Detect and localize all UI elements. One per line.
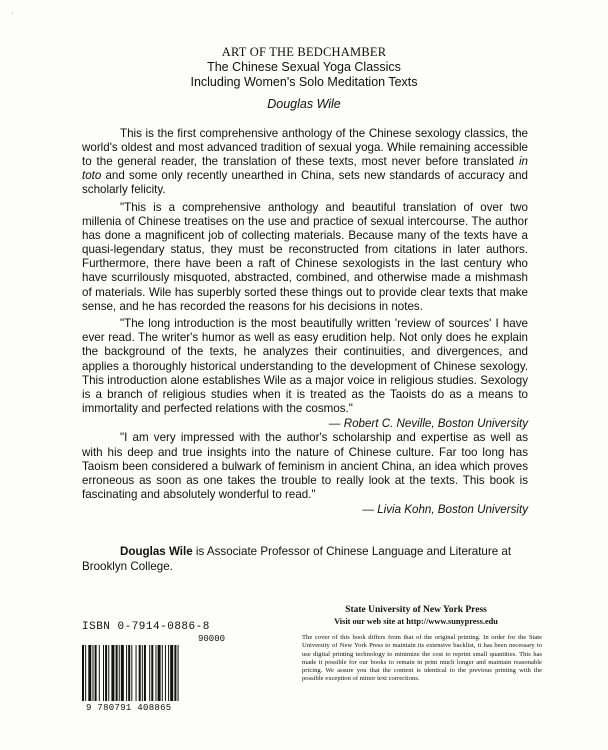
barcode-bar [128,645,130,701]
barcode-bar [108,645,109,701]
barcode-bar [131,645,132,701]
barcode-bar [99,645,100,701]
isbn-label: ISBN 0-7914-0886-8 [82,621,210,633]
book-subtitle-line-2: Including Women's Solo Meditation Texts [190,75,418,89]
barcode-bar [95,645,97,701]
intro-italic-phrase: in toto [82,155,528,183]
barcode-bar [85,645,86,701]
barcode-bar [168,645,169,701]
intro-paragraph: This is the first comprehensive anthology of the Chinese sexology classics, the world's oldest and most advanced tradition of sexual yoga. While remaining accessible to the general reader, the translation of these texts, most never before translated in toto and some only recently unearthed in China, sets new standards of accuracy and scholarly felicity. [82,127,528,197]
book-author: Douglas Wile [267,97,341,111]
quote-attribution-neville: — Robert C. Neville, Boston University [328,417,528,431]
barcode-bar [170,645,173,701]
barcode-bar [156,645,157,701]
description-body [82,127,528,518]
barcode-bar [162,645,163,701]
barcode-bar [151,645,153,701]
quote-paragraph-2: "The long introduction is the most beautifully written 'review of sources' I have ever read. The writer's humor as well as easy erudition help. Not only does he explain the background of the texts, he analyzes their continuities, and divergences, and applies a thoroughly historical understanding to the development of Chinese sexology. This introduction alone establishes Wile as a major voice in religious studies. Sexology is a branch of religious studies when it is treated as the Taoists do as a means to immortality and perfected relations with the cosmos." [82,317,528,415]
publisher-name: State University of New York Press [345,605,487,615]
publisher-block [300,604,532,628]
quote-attribution-kohn: — Livia Kohn, Boston University [362,503,528,517]
barcode-bar [178,645,179,701]
printing-notice: The cover of this book differs from that of the original printing. In order for the State University of New York Press to maintain its extensive backlist, it has been necessary to use digital printing technology to minimize the cost to reprint small quantities. This has made it possible for our books to remain in print much longer and maintain reasonable pricing. We assure you that the content is identical to the previous printing with the possible exception of minor text corrections. [302,634,542,683]
barcode-number: 9 780791 408865 [86,703,172,713]
barcode-bars [82,645,242,705]
barcode-bar [121,645,124,701]
isbn-barcode [78,621,244,713]
barcode-bar [119,645,120,701]
about-author-name: Douglas Wile [120,545,193,558]
quote-paragraph-3: "I am very impressed with the author's scholarship and expertise as well as with his deep and true insights into the nature of Chinese culture. Far too long has Taoism been considered a bulwark of feminism in ancient China, an idea which proves erroneous as soon as one takes the trouble to really look at the texts. This book is fascinating and absolutely wonderful to read." [82,431,528,501]
price-code: 90000 [198,634,226,644]
about-author [82,544,532,574]
barcode-bar [165,645,166,701]
barcode-bar [139,645,141,701]
corner-mark: ᵢ [12,10,13,16]
quote-paragraph-1: "This is a comprehensive anthology and beautiful translation of over two millenia of Chinese treatises on the use and practice of sexual intercourse. The author has done a magnificent job of collecting materials. Because many of the texts have a quasi-legendary status, they must be reconstructed from citations in later authors. Furthermore, there have been a raft of Chinese sexologists in the last century who have scurrilously misquoted, abstracted, combined, and otherwise made a mishmash of materials. Wile has superbly sorted these things out to provide clear texts that make sense, and he has recorded the reasons for his decisions in notes. [82,200,528,313]
publisher-website: Visit our web site at http://www.sunypress.edu [334,617,498,626]
barcode-bar [158,645,161,701]
barcode-bar [88,645,91,701]
book-title: ART OF THE BEDCHAMBER [221,45,387,59]
barcode-bar [144,645,146,701]
barcode-bar [142,645,143,701]
barcode-bar [174,645,176,701]
about-author-text: is Associate Professor of Chinese Language and Literature at Brooklyn College. [82,545,512,573]
barcode-bar [105,645,107,701]
barcode-bar [126,645,127,701]
barcode-bar [103,645,104,701]
barcode-bar [93,645,94,701]
header [0,44,608,112]
barcode-bar [149,645,150,701]
barcode-bar [116,645,118,701]
barcode-bar [111,645,114,701]
barcode-bar [136,645,137,701]
barcode-bar [82,645,84,701]
book-subtitle-line-1: The Chinese Sexual Yoga Classics [207,60,401,74]
